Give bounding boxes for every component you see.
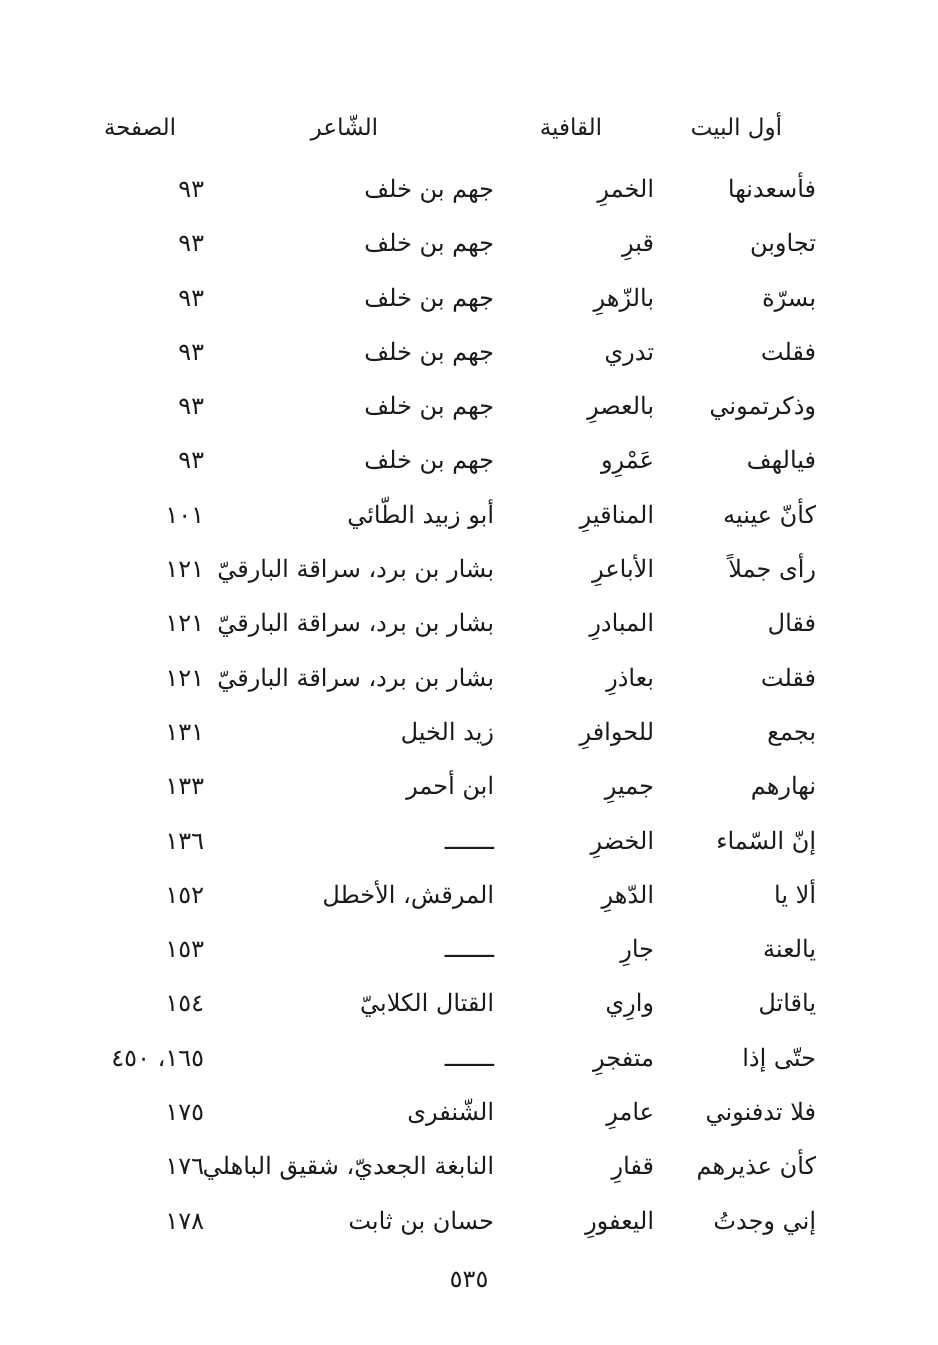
rhyme-cell: متفجرِ: [593, 1043, 654, 1072]
header-first-verse: أول البيت: [690, 115, 782, 141]
rhyme-cell: اليعفورِ: [585, 1206, 654, 1235]
page-cell: ٩٣: [178, 175, 204, 203]
rhyme-cell: جارِ: [620, 935, 654, 964]
first-verse-cell: حتّى إذا: [742, 1043, 816, 1072]
page-cell: ٩٣: [178, 283, 204, 312]
page-cell: ١٢١: [165, 609, 204, 638]
first-verse-cell: إنّ السّماء: [716, 826, 816, 855]
rhyme-cell: الأباعرِ: [592, 555, 654, 584]
page-cell: ١٧٨: [165, 1206, 204, 1235]
page-cell: ١٧٦: [165, 1152, 204, 1181]
poet-cell: جهم بن خلف: [364, 337, 494, 366]
table-row: [90, 922, 830, 976]
page-cell: ٩٣: [178, 229, 204, 258]
page-cell: ١٢١: [165, 555, 204, 584]
page-cell: ١٦٥، ٤٥٠: [111, 1043, 204, 1072]
table-row: [90, 651, 830, 705]
index-table: [90, 162, 830, 1242]
poet-cell: ابن أحمر: [406, 772, 494, 801]
first-verse-cell: كأن عذيرهم: [696, 1152, 816, 1181]
poet-cell: زيد الخيل: [400, 717, 494, 746]
poet-cell: جهم بن خلف: [364, 175, 494, 203]
rhyme-cell: المبادرِ: [589, 609, 654, 638]
rhyme-cell: قفارِ: [611, 1152, 654, 1181]
rhyme-cell: الخضرِ: [590, 826, 654, 855]
first-verse-cell: فأسعدنها: [727, 175, 816, 203]
table-header: [90, 108, 830, 148]
page-cell: ١٠١: [165, 500, 204, 529]
poet-cell: الشّنفرى: [407, 1098, 494, 1127]
rhyme-cell: المناقيرِ: [579, 500, 654, 529]
rhyme-cell: عَمْرِو: [600, 446, 654, 475]
table-row: [90, 1031, 830, 1085]
first-verse-cell: بجمع: [767, 717, 816, 746]
table-row: [90, 216, 830, 270]
first-verse-cell: فيالهف: [746, 446, 816, 475]
rhyme-cell: للحوافرِ: [579, 717, 654, 746]
page-cell: ٩٣: [178, 446, 204, 475]
first-verse-cell: يالعنة: [763, 935, 816, 964]
poet-cell: حسان بن ثابت: [348, 1206, 494, 1235]
first-verse-cell: رأى جملاً: [728, 555, 816, 584]
table-row: [90, 162, 830, 216]
poet-cell: ـــــــ: [444, 1043, 494, 1072]
table-row: [90, 542, 830, 596]
first-verse-cell: ياقاتل: [758, 989, 816, 1018]
table-row: [90, 1085, 830, 1139]
header-poet: الشّاعر: [310, 115, 378, 141]
first-verse-cell: وذكرتموني: [709, 392, 816, 421]
poet-cell: النابغة الجعديّ، شقيق الباهلي: [202, 1152, 494, 1181]
first-verse-cell: فقلت: [760, 337, 816, 366]
rhyme-cell: تدري: [604, 337, 654, 366]
page-cell: ١٧٥: [165, 1098, 204, 1127]
header-rhyme: القافية: [539, 115, 602, 141]
page-cell: ١٢١: [165, 663, 204, 692]
poet-cell: أبو زبيد الطّائي: [347, 500, 494, 529]
first-verse-cell: فلا تدفنوني: [705, 1098, 816, 1127]
rhyme-cell: وارِي: [605, 989, 654, 1018]
poet-cell: ـــــــ: [444, 935, 494, 964]
table-row: [90, 488, 830, 542]
page-cell: ٩٣: [178, 392, 204, 421]
first-verse-cell: فقال: [767, 609, 816, 638]
first-verse-cell: تجاوبن: [749, 229, 816, 258]
table-row: [90, 1139, 830, 1193]
rhyme-cell: بالعصرِ: [587, 392, 654, 421]
first-verse-cell: بسرّة: [762, 283, 816, 312]
rhyme-cell: عامرِ: [606, 1098, 654, 1127]
table-row: [90, 1194, 830, 1248]
poet-cell: بشار بن برد، سراقة البارقيّ: [217, 555, 494, 584]
poet-cell: ـــــــ: [444, 826, 494, 855]
page-cell: ١٣٦: [165, 826, 204, 855]
page-cell: ١٥٣: [165, 935, 204, 964]
poet-cell: المرقش، الأخطل: [322, 880, 494, 909]
poet-cell: بشار بن برد، سراقة البارقيّ: [217, 663, 494, 692]
first-verse-cell: إني وجدتُ: [713, 1206, 816, 1235]
rhyme-cell: جميرِ: [604, 772, 654, 801]
rhyme-cell: الدّهرِ: [601, 880, 654, 909]
poet-cell: جهم بن خلف: [364, 283, 494, 312]
page-cell: ٩٣: [178, 337, 204, 366]
rhyme-cell: الخمرِ: [597, 175, 654, 203]
table-row: [90, 705, 830, 759]
table-row: [90, 433, 830, 487]
page-cell: ١٣٣: [165, 772, 204, 801]
header-page: الصفحة: [103, 115, 176, 141]
rhyme-cell: بالزّهرِ: [593, 283, 654, 312]
table-row: [90, 596, 830, 650]
page-cell: ١٥٢: [165, 880, 204, 909]
table-row: [90, 271, 830, 325]
table-row: [90, 325, 830, 379]
table-row: [90, 868, 830, 922]
table-row: [90, 759, 830, 813]
poet-cell: جهم بن خلف: [364, 392, 494, 421]
first-verse-cell: نهارهم: [750, 772, 816, 801]
poet-cell: بشار بن برد، سراقة البارقيّ: [217, 609, 494, 638]
page-cell: ١٥٤: [165, 989, 204, 1018]
first-verse-cell: فقلت: [760, 663, 816, 692]
rhyme-cell: قبرِ: [622, 229, 654, 258]
first-verse-cell: كأنّ عينيه: [723, 500, 816, 529]
poet-cell: جهم بن خلف: [364, 229, 494, 258]
page-number: ٥٣٥: [449, 1265, 489, 1293]
table-row: [90, 976, 830, 1030]
poet-cell: جهم بن خلف: [364, 446, 494, 475]
table-row: [90, 814, 830, 868]
first-verse-cell: ألا يا: [774, 880, 816, 909]
poet-cell: القتال الكلابيّ: [360, 989, 494, 1018]
page-cell: ١٣١: [165, 717, 204, 746]
rhyme-cell: بعاذرِ: [606, 663, 654, 692]
table-row: [90, 379, 830, 433]
